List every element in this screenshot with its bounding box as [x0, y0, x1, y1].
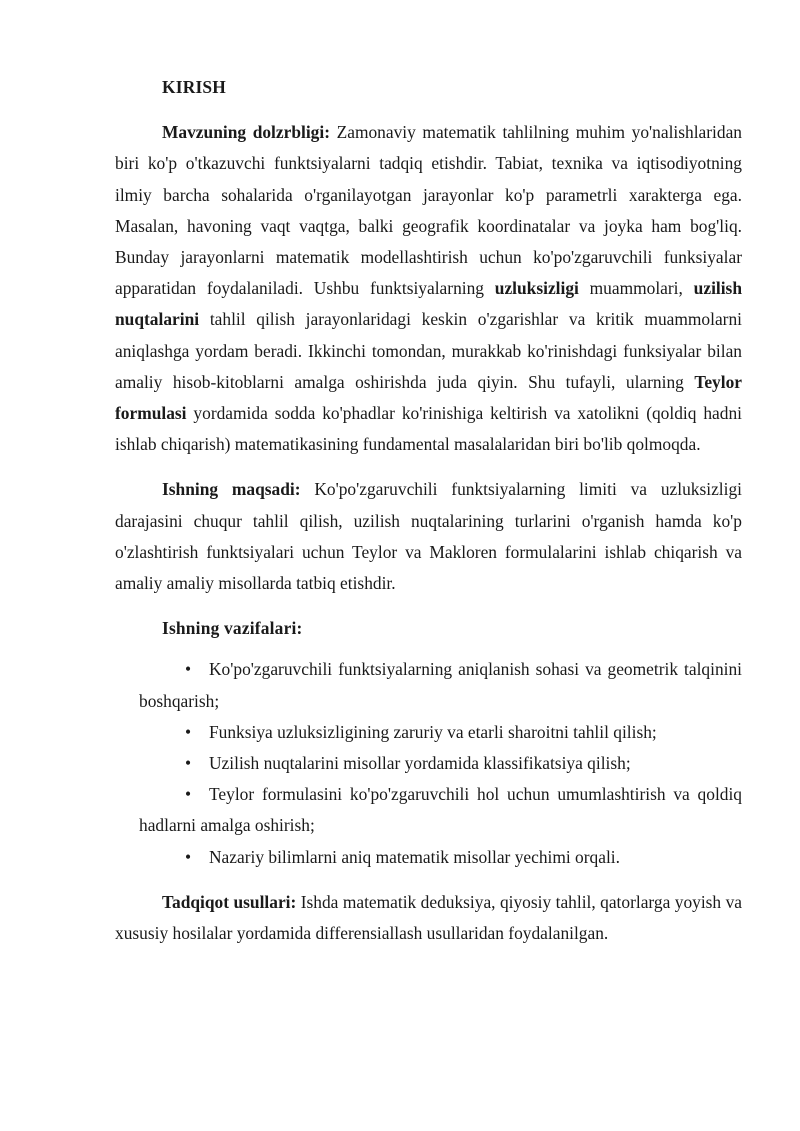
relevance-paragraph: [115, 117, 742, 460]
goal-label: Ishning maqsadi:: [162, 479, 301, 500]
relevance-text-1: Zamonaviy matematik tahlilning muhim yo'nalishlaridan biri ko'p o'tkazuvchi funktsiyalarni tadqiq etishdir. Tabiat, texnika va iqtisodiyotning ilmiy barcha sohalarida o'rganilayotgan jarayonlar ko'p parametrli xarakterga ega. Masalan, havoning vaqt vaqtga, balki geografik koordinatalar va joyka ham bog'liq. Bunday jarayonlarni matematik modellashtirish uchun ko'po'zgaruvchili funksiyalar apparatidan foydalaniladi. Ushbu funktsiyalarning: [115, 122, 742, 299]
term-continuity: uzluksizligi: [494, 278, 579, 299]
methods-paragraph: [115, 887, 742, 949]
list-item: [115, 842, 742, 873]
methods-text: Ishda matematik deduksiya, qiyosiy tahlil, qatorlarga yoyish va xususiy hosilalar yordamida differensiallash usullaridan foydalanilgan.: [115, 891, 742, 944]
list-item: [115, 748, 742, 779]
goal-paragraph: [115, 474, 742, 599]
tasks-heading: Ishning vazifalari:: [162, 618, 303, 639]
term-discontinuity-points: uzilish nuqtalarini: [115, 278, 742, 330]
relevance-text-4: yordamida sodda ko'phadlar ko'rinishiga keltirish va xatolikni (qoldiq hadni ishlab chiqarish) matematikasining fundamental masalalaridan biri bo'lib qolmoqda.: [115, 403, 742, 455]
list-item-text: Ko'po'zgaruvchili funktsiyalarning aniqlanish sohasi va geometrik talqinini boshqarish;: [139, 659, 742, 711]
list-item-text: Funksiya uzluksizligining zaruriy va etarli sharoitni tahlil qilish;: [209, 721, 657, 742]
list-item: [115, 717, 742, 748]
relevance-text-2: muammolari,: [578, 278, 694, 299]
document-page: [115, 72, 742, 949]
goal-text: Ko'po'zgaruvchili funktsiyalarning limiti va uzluksizligi darajasini chuqur tahlil qilish, uzilish nuqtalarining turlarini o'rganish hamda ko'p o'zlashtirish funktsiyalari uchun Teylor va Makloren formulalarini ishlab chiqarish va amaliy amaliy misollarda tatbiq etishdir.: [115, 479, 742, 594]
relevance-text-3: tahlil qilish jarayonlaridagi keskin o'zgarishlar va kritik muammolarni aniqlashga yordam beradi. Ikkinchi tomondan, murakkab ko'rinishdagi funksiyalar bilan amaliy hisob-kitoblarni amalga oshirishda juda qiyin. Shu tufayli, ularning: [115, 309, 742, 392]
term-taylor-formula: Teylor formulasi: [115, 371, 742, 424]
methods-label: Tadqiqot usullari:: [162, 891, 297, 912]
list-item-text: Uzilish nuqtalarini misollar yordamida klassifikatsiya qilish;: [209, 753, 631, 774]
bullet-icon: •: [185, 784, 192, 805]
bullet-icon: •: [185, 721, 192, 742]
section-heading: KIRISH: [162, 77, 227, 97]
bullet-icon: •: [185, 846, 192, 867]
list-item-text: Teylor formulasini ko'po'zgaruvchili hol uchun umumlashtirish va qoldiq hadlarni amalga oshirish;: [139, 784, 742, 836]
bullet-icon: •: [185, 753, 192, 774]
list-item: [115, 779, 742, 841]
bullet-icon: •: [185, 659, 192, 680]
list-item-text: Nazariy bilimlarni aniq matematik misollar yechimi orqali.: [209, 846, 620, 867]
list-item: [115, 654, 742, 716]
relevance-label: Mavzuning dolzrbligi:: [162, 122, 330, 143]
tasks-list: [115, 654, 742, 872]
